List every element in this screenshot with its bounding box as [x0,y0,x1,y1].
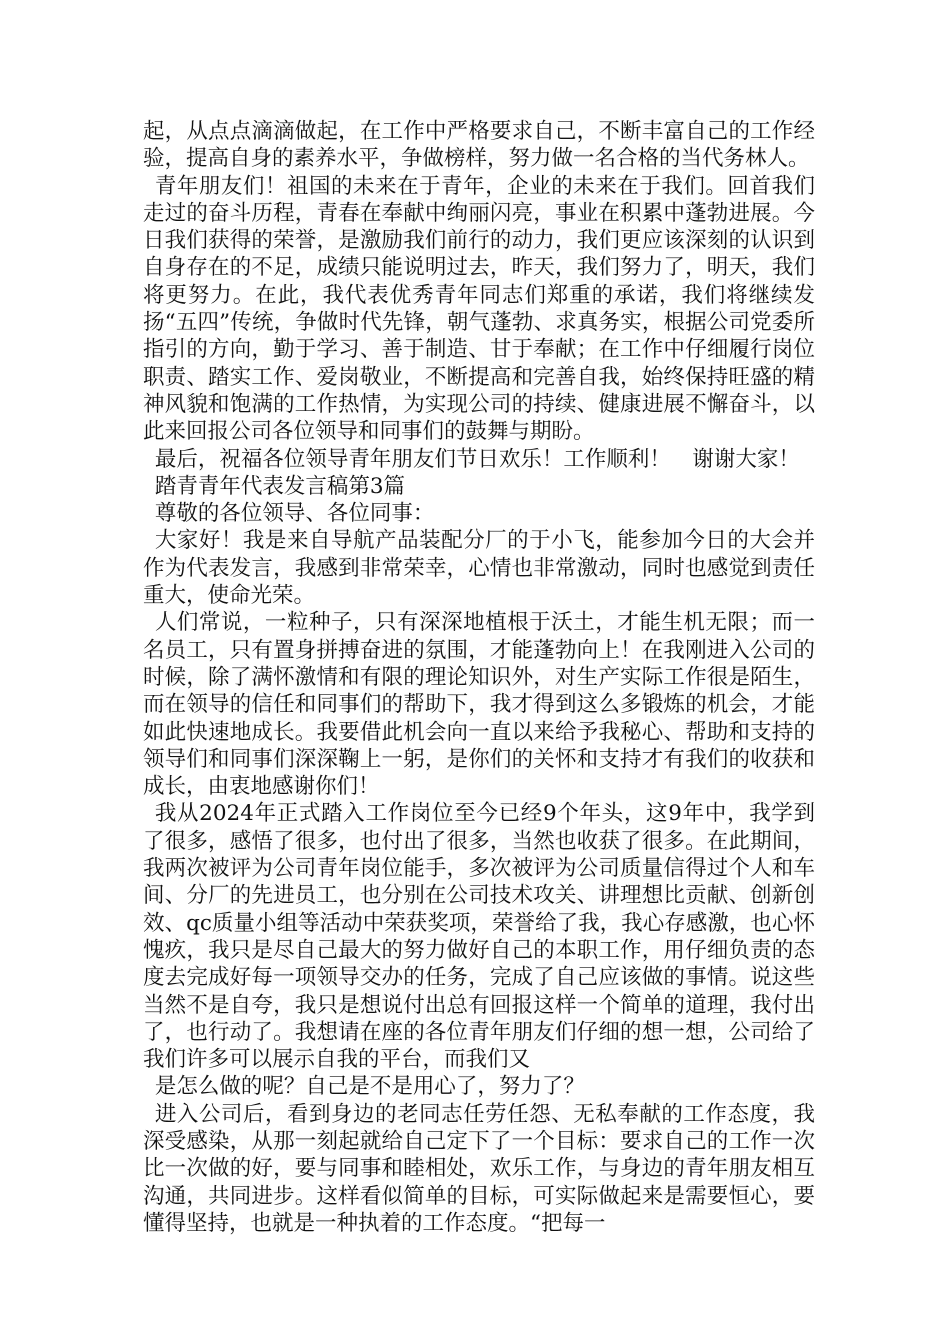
paragraph-2: 青年朋友们！祖国的未来在于青年，企业的未来在于我们。回首我们走过的奋斗历程，青春在奉献中绚丽闪亮，事业在积累中蓬勃进展。今日我们获得的荣誉，是激励我们前行的动力，我们更应该深刻的认识到自身存在的不足，成绩只能说明过去，昨天，我们努力了，明天，我们将更努力。在此，我代表优秀青年同志们郑重的承诺，我们将继续发扬“五四”传统，争做时代先锋，朝气蓬勃、求真务实，根据公司党委所指引的方向，勤于学习、善于制造、甘于奉献；在工作中仔细履行岗位职责、踏实工作、爱岗敬业，不断提高和完善自我，始终保持旺盛的精神风貌和饱满的工作热情，为实现公司的持续、健康进展不懈奋斗，以此来回报公司各位领导和同事们的鼓舞与期盼。 [143,173,815,445]
paragraph-1: 起，从点点滴滴做起，在工作中严格要求自己，不断丰富自己的工作经验，提高自身的素养水平，争做榜样，努力做一名合格的当代务林人。 [143,119,815,172]
paragraph-3: 最后，祝福各位领导青年朋友们节日欢乐！工作顺利！ 谢谢大家！ [154,446,800,472]
paragraph-9: 是怎么做的呢？自己是不是用心了，努力了？ [154,1074,585,1100]
paragraph-6: 大家好！我是来自导航产品装配分厂的于小飞，能参加今日的大会并作为代表发言，我感到非常荣幸，心情也非常激动，同时也感觉到责任重大，使命光荣。 [143,528,815,609]
paragraph-7: 人们常说，一粒种子，只有深深地植根于沃土，才能生机无限；而一名员工，只有置身拼搏奋进的氛围，才能蓬勃向上！在我刚进入公司的时候，除了满怀激情和有限的理论知识外，对生产实际工作很是陌生，而在领导的信任和同事们的帮助下，我才得到这么多锻炼的机会，才能如此快速地成长。我要借此机会向一直以来给予我秘心、帮助和支持的领导们和同事们深深鞠上一躬，是你们的关怀和支持才有我们的收获和成长，由衷地感谢你们！ [143,610,815,800]
paragraph-10: 进入公司后，看到身边的老同志任劳任怨、无私奉献的工作态度，我深受感染，从那一刻起就给自己定下了一个目标：要求自己的工作一次比一次做的好，要与同事和睦相处，欢乐工作，与身边的青年朋友相互沟通，共同进步。这样看似简单的目标，可实际做起来是需要恒心，要懂得坚持，也就是一种执着的工作态度。“把每一 [143,1101,815,1236]
paragraph-8: 我从2024年正式踏入工作岗位至今已经9个年头，这9年中，我学到了很多，感悟了很多，也付出了很多，当然也收获了很多。在此期间，我两次被评为公司青年岗位能手，多次被评为公司质量信得过个人和车间、分厂的先进员工，也分别在公司技术攻关、讲理想比贡献、创新创效、qc质量小组等活动中荣获奖项，荣誉给了我，我心存感激，也心怀愧疚，我只是尽自己最大的努力做好自己的本职工作，用仔细负责的态度去完成好每一项领导交办的任务，完成了自己应该做的事情。说这些当然不是自夸，我只是想说付出总有回报这样一个简单的道理，我付出了，也行动了。我想请在座的各位青年朋友们仔细的想一想，公司给了我们许多可以展示自我的平台，而我们又 [143,801,815,1073]
section-heading: 踏青青年代表发言稿第3篇 [154,473,405,499]
salutation: 尊敬的各位领导、各位同事： [154,501,435,527]
document-page [143,118,815,1237]
